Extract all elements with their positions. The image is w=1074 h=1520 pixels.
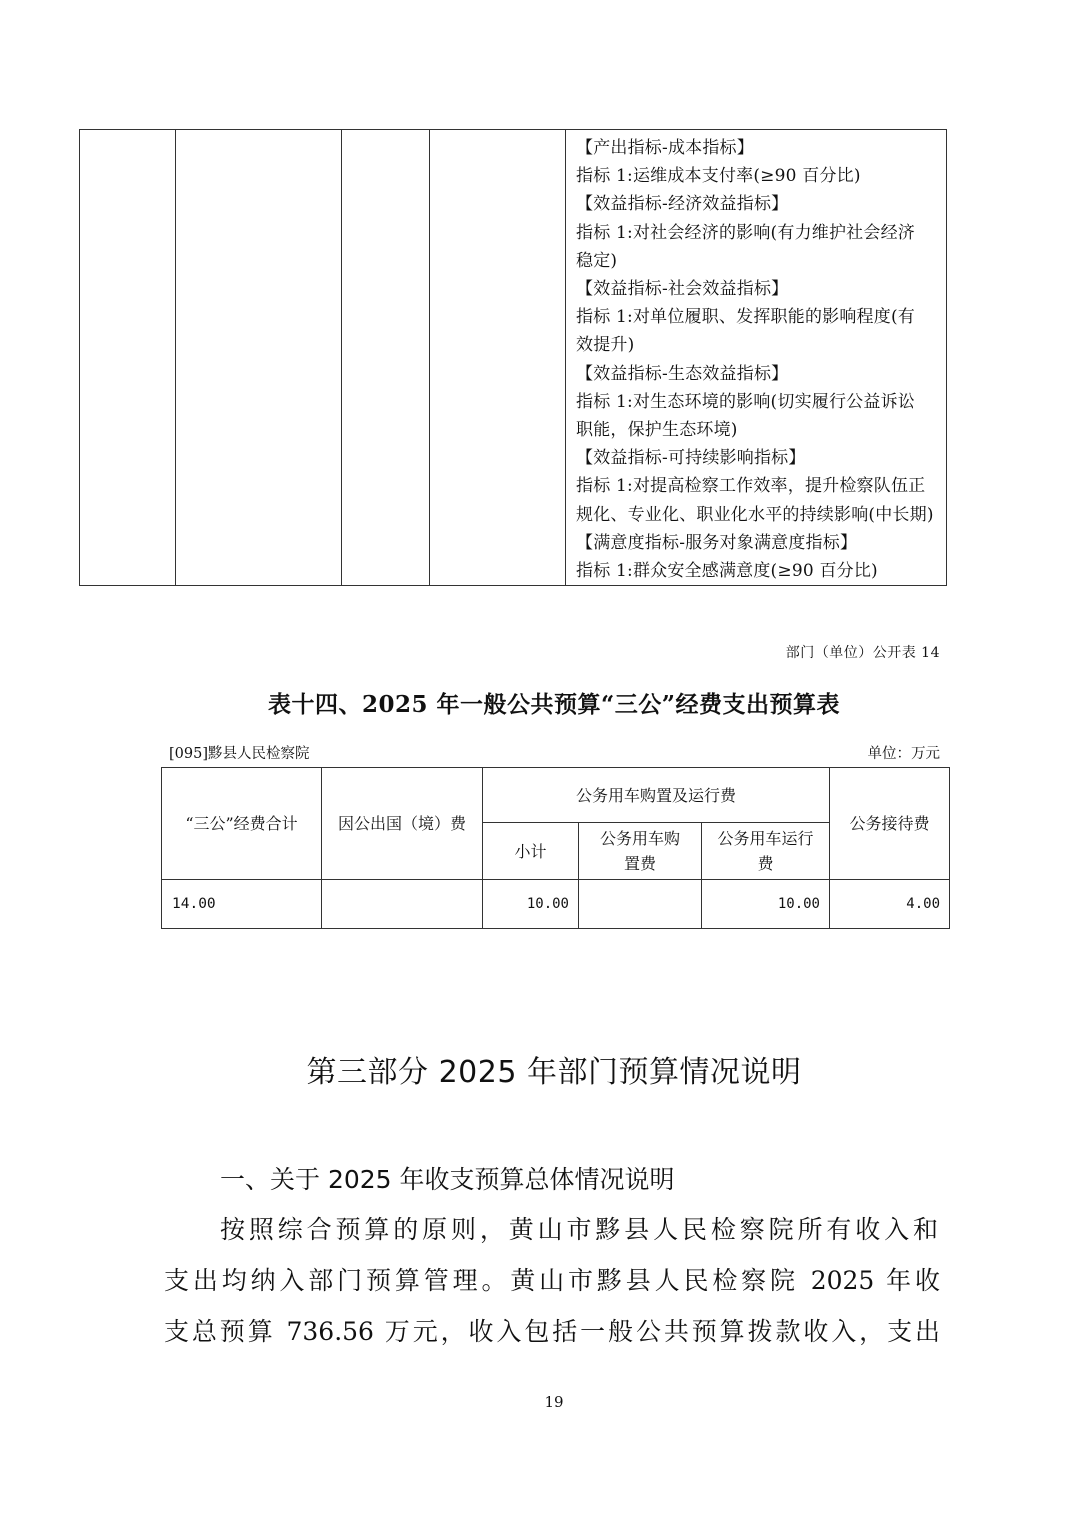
cell-vehicle-purchase bbox=[579, 880, 702, 929]
cell-total: 14.00 bbox=[162, 880, 322, 929]
three-public-expenses-table bbox=[161, 767, 950, 929]
indicator-line: 效提升) bbox=[576, 335, 635, 356]
indicator-cell bbox=[566, 130, 947, 586]
table-row bbox=[162, 880, 950, 929]
empty-cell bbox=[342, 130, 430, 586]
indicator-line: 指标 1:对社会经济的影响(有力维护社会经济 bbox=[576, 222, 915, 243]
section-heading: 一、关于 2025 年收支预算总体情况说明 bbox=[220, 1165, 675, 1194]
page-number: 19 bbox=[544, 1393, 564, 1411]
cell-reception: 4.00 bbox=[830, 880, 950, 929]
header-vehicle-purchase-line: 置费 bbox=[623, 854, 656, 873]
indicator-line: 指标 1:运维成本支付率(≥90 百分比) bbox=[576, 166, 861, 187]
indicator-line: 【效益指标-经济效益指标】 bbox=[576, 194, 789, 215]
empty-cell bbox=[80, 130, 176, 586]
cell-vehicle-operation: 10.00 bbox=[702, 880, 830, 929]
header-vehicle-operation-line: 费 bbox=[757, 854, 774, 873]
indicator-line: 指标 1:对提高检察工作效率，提升检察队伍正 bbox=[576, 476, 926, 497]
cell-abroad bbox=[322, 880, 483, 929]
indicator-line: 职能，保护生态环境) bbox=[576, 420, 738, 441]
header-vehicle-operation-line: 公务用车运行 bbox=[717, 829, 814, 848]
indicator-line: 【效益指标-生态效益指标】 bbox=[576, 363, 789, 384]
paragraph-line: 按照综合预算的原则，黄山市黟县人民检察院所有收入和 bbox=[220, 1215, 938, 1244]
indicator-line: 【效益指标-可持续影响指标】 bbox=[576, 448, 806, 469]
header-vehicle-group: 公务用车购置及运行费 bbox=[483, 768, 830, 823]
header-abroad: 因公出国（境）费 bbox=[322, 768, 483, 880]
empty-cell bbox=[176, 130, 342, 586]
indicator-line: 【产出指标-成本指标】 bbox=[576, 138, 754, 158]
indicator-line: 指标 1:群众安全感满意度(≥90 百分比) bbox=[576, 561, 878, 582]
cell-subtotal: 10.00 bbox=[483, 880, 579, 929]
header-vehicle-purchase bbox=[579, 823, 702, 880]
paragraph-line: 支总预算 736.56 万元，收入包括一般公共预算拨款收入，支出 bbox=[164, 1317, 940, 1346]
header-reception: 公务接待费 bbox=[830, 768, 950, 880]
header-total: “三公”经费合计 bbox=[162, 768, 322, 880]
indicator-line: 指标 1:对单位履职、发挥职能的影响程度(有 bbox=[576, 307, 915, 328]
paragraph-line: 支出均纳入部门预算管理。黄山市黟县人民检察院 2025 年收 bbox=[164, 1266, 940, 1295]
indicator-line: 规化、专业化、职业化水平的持续影响(中长期) bbox=[576, 504, 934, 525]
header-subtotal: 小计 bbox=[483, 823, 579, 880]
indicator-line: 指标 1:对生态环境的影响(切实履行公益诉讼 bbox=[576, 391, 915, 412]
indicator-line: 【满意度指标-服务对象满意度指标】 bbox=[576, 532, 858, 553]
header-vehicle-purchase-line: 公务用车购 bbox=[599, 829, 680, 848]
header-vehicle-operation bbox=[702, 823, 830, 880]
table-title: 表十四、2025 年一般公共预算“三公”经费支出预算表 bbox=[268, 691, 840, 718]
empty-cell bbox=[430, 130, 566, 586]
indicator-line: 【效益指标-社会效益指标】 bbox=[576, 279, 789, 300]
unit-name: [095]黟县人民检察院 bbox=[169, 746, 310, 762]
document-label: 部门（单位）公开表 14 bbox=[785, 645, 940, 661]
part-title: 第三部分 2025 年部门预算情况说明 bbox=[306, 1055, 802, 1090]
performance-indicator-table bbox=[79, 129, 947, 586]
indicator-line: 稳定) bbox=[576, 250, 618, 271]
unit-label: 单位：万元 bbox=[867, 746, 940, 762]
